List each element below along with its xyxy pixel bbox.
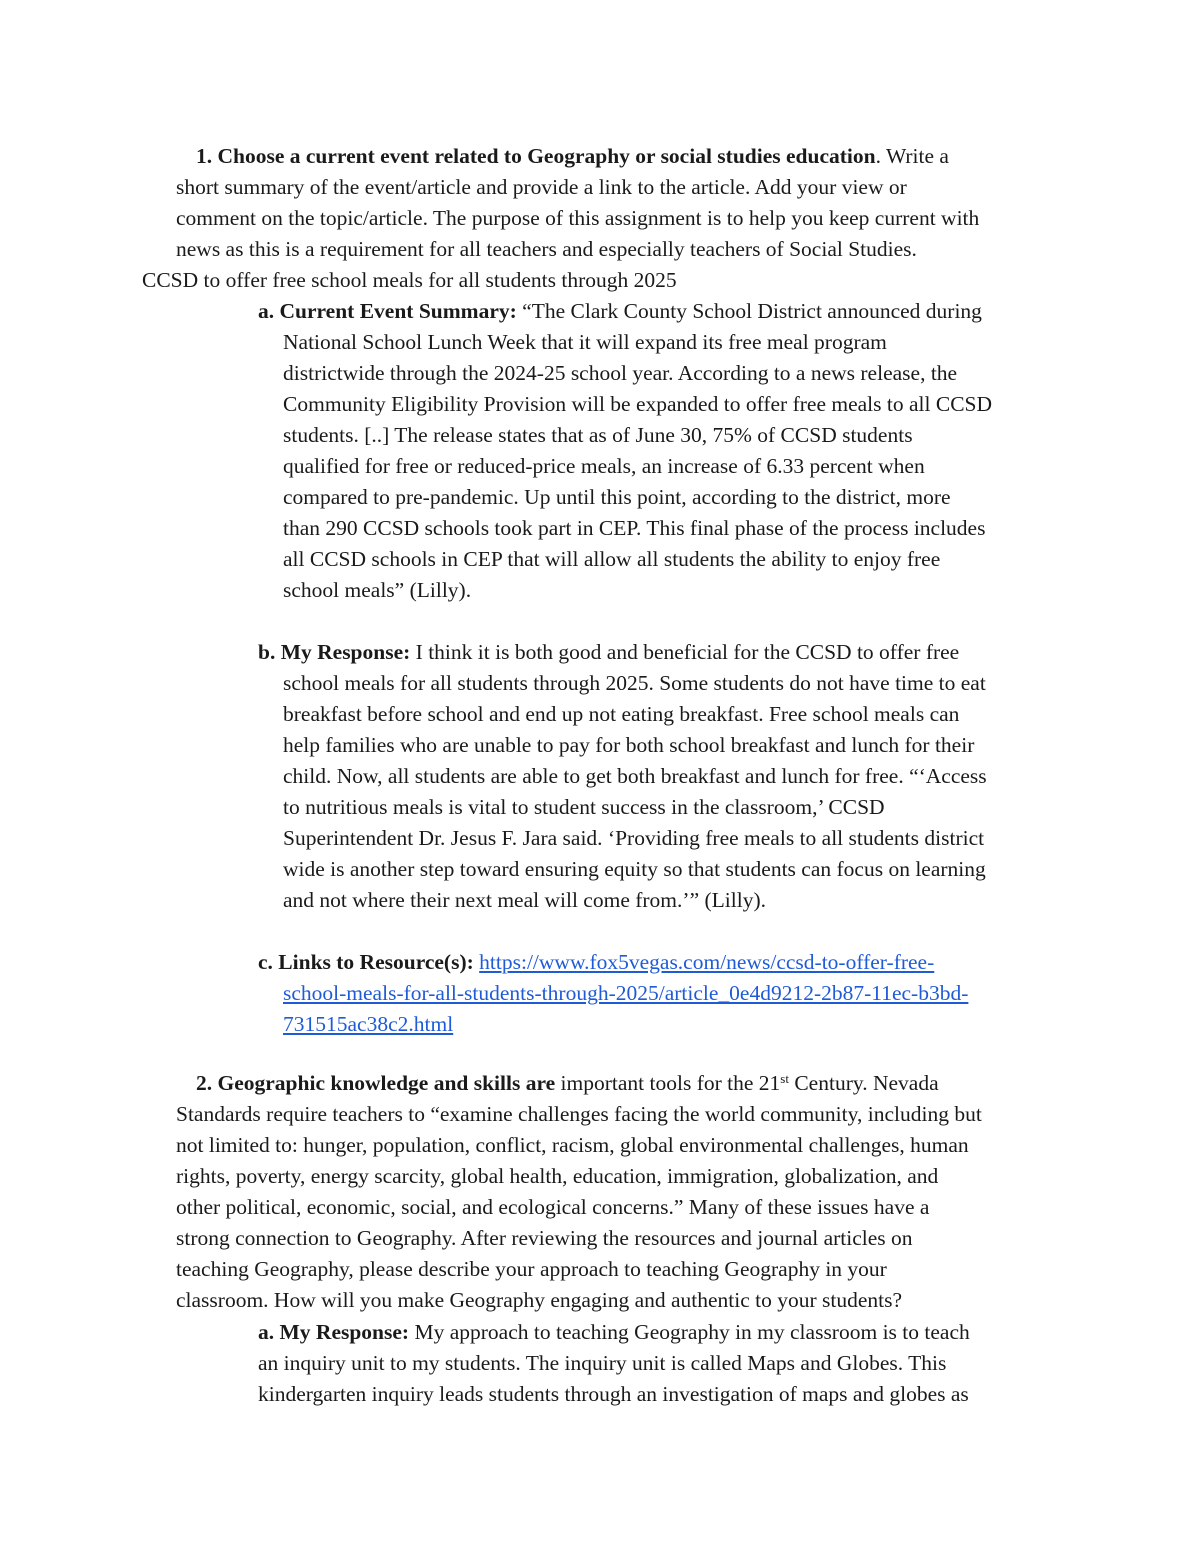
summary-line: districtwide through the 2024-25 school year. According to a news release, the	[283, 361, 958, 385]
summary-first-line	[258, 296, 982, 327]
response-line: child. Now, all students are able to get both breakfast and lunch for free. “‘Access	[283, 764, 987, 788]
q2-prompt-line: teaching Geography, please describe your approach to teaching Geography in your	[176, 1257, 887, 1281]
q2-title-after: important tools for the 21	[555, 1071, 781, 1095]
q2-prompt-line: rights, poverty, energy scarcity, global health, education, immigration, globalization, and	[176, 1164, 939, 1188]
summary-text: “The Clark County School District announced during	[516, 299, 982, 323]
q2-response-text: My approach to teaching Geography in my classroom is to teach	[409, 1320, 970, 1344]
q2-prompt-line: other political, economic, social, and ecological concerns.” Many of these issues have a	[176, 1195, 930, 1219]
q1-prompt-line: news as this is a requirement for all teachers and especially teachers of Social Studies.	[176, 237, 917, 261]
q2-response-line: an inquiry unit to my students. The inquiry unit is called Maps and Globes. This	[258, 1351, 947, 1375]
q2-response-first-line	[258, 1317, 970, 1348]
response-first-line	[258, 637, 959, 668]
q2-number: 2.	[196, 1071, 213, 1095]
summary-line: students. [..] The release states that as of June 30, 75% of CCSD students	[283, 423, 913, 447]
links-first-line	[258, 947, 934, 978]
link-continuation	[283, 1009, 453, 1040]
q2-prompt-line: strong connection to Geography. After reviewing the resources and journal articles on	[176, 1226, 913, 1250]
response-label: b. My Response:	[258, 640, 411, 664]
q2-response-line: kindergarten inquiry leads students through an investigation of maps and globes as	[258, 1382, 969, 1406]
q2-title: Geographic knowledge and skills are	[217, 1071, 556, 1095]
q2-sup: st	[780, 1071, 789, 1086]
resource-link[interactable]: school-meals-for-all-students-through-2025/article_0e4d9212-2b87-11ec-b3bd-	[283, 981, 969, 1005]
q2-title-after2: Century. Nevada	[788, 1071, 939, 1095]
q2-heading	[196, 1068, 939, 1099]
links-label: c. Links to Resource(s):	[258, 950, 474, 974]
q2-prompt-line: not limited to: hunger, population, conflict, racism, global environmental challenges, human	[176, 1133, 969, 1157]
summary-line: than 290 CCSD schools took part in CEP. This final phase of the process includes	[283, 516, 986, 540]
response-line: and not where their next meal will come from.’” (Lilly).	[283, 888, 766, 912]
summary-line: compared to pre-pandemic. Up until this point, according to the district, more	[283, 485, 951, 509]
q1-prompt-line: comment on the topic/article. The purpose of this assignment is to help you keep current with	[176, 206, 980, 230]
q1-prompt-line: short summary of the event/article and provide a link to the article. Add your view or	[176, 175, 907, 199]
response-text: I think it is both good and beneficial for the CCSD to offer free	[410, 640, 960, 664]
response-line: to nutritious meals is vital to student success in the classroom,’ CCSD	[283, 795, 885, 819]
q1-title: Choose a current event related to Geography or social studies education	[217, 144, 876, 168]
response-line: Superintendent Dr. Jesus F. Jara said. ‘Providing free meals to all students district	[283, 826, 985, 850]
summary-line: qualified for free or reduced-price meals, an increase of 6.33 percent when	[283, 454, 925, 478]
summary-line: school meals” (Lilly).	[283, 578, 472, 602]
response-line: school meals for all students through 2025. Some students do not have time to eat	[283, 671, 986, 695]
summary-line: all CCSD schools in CEP that will allow all students the ability to enjoy free	[283, 547, 941, 571]
response-line: breakfast before school and end up not eating breakfast. Free school meals can	[283, 702, 960, 726]
summary-label: a. Current Event Summary:	[258, 299, 517, 323]
link-continuation	[283, 978, 968, 1009]
q2-prompt-line: classroom. How will you make Geography engaging and authentic to your students?	[176, 1288, 903, 1312]
q2-response-label: a. My Response:	[258, 1320, 410, 1344]
resource-link[interactable]: 731515ac38c2.html	[283, 1012, 454, 1036]
q2-prompt-line: Standards require teachers to “examine challenges facing the world community, including but	[176, 1102, 982, 1126]
q1-title-after: . Write a	[875, 144, 949, 168]
response-line: wide is another step toward ensuring equity so that students can focus on learning	[283, 857, 986, 881]
q1-number: 1.	[196, 144, 213, 168]
summary-line: National School Lunch Week that it will expand its free meal program	[283, 330, 887, 354]
resource-link[interactable]: https://www.fox5vegas.com/news/ccsd-to-offer-free-	[479, 950, 935, 974]
q1-heading	[196, 141, 949, 172]
response-line: help families who are unable to pay for both school breakfast and lunch for their	[283, 733, 975, 757]
article-headline: CCSD to offer free school meals for all students through 2025	[142, 268, 677, 292]
summary-line: Community Eligibility Provision will be expanded to offer free meals to all CCSD	[283, 392, 993, 416]
